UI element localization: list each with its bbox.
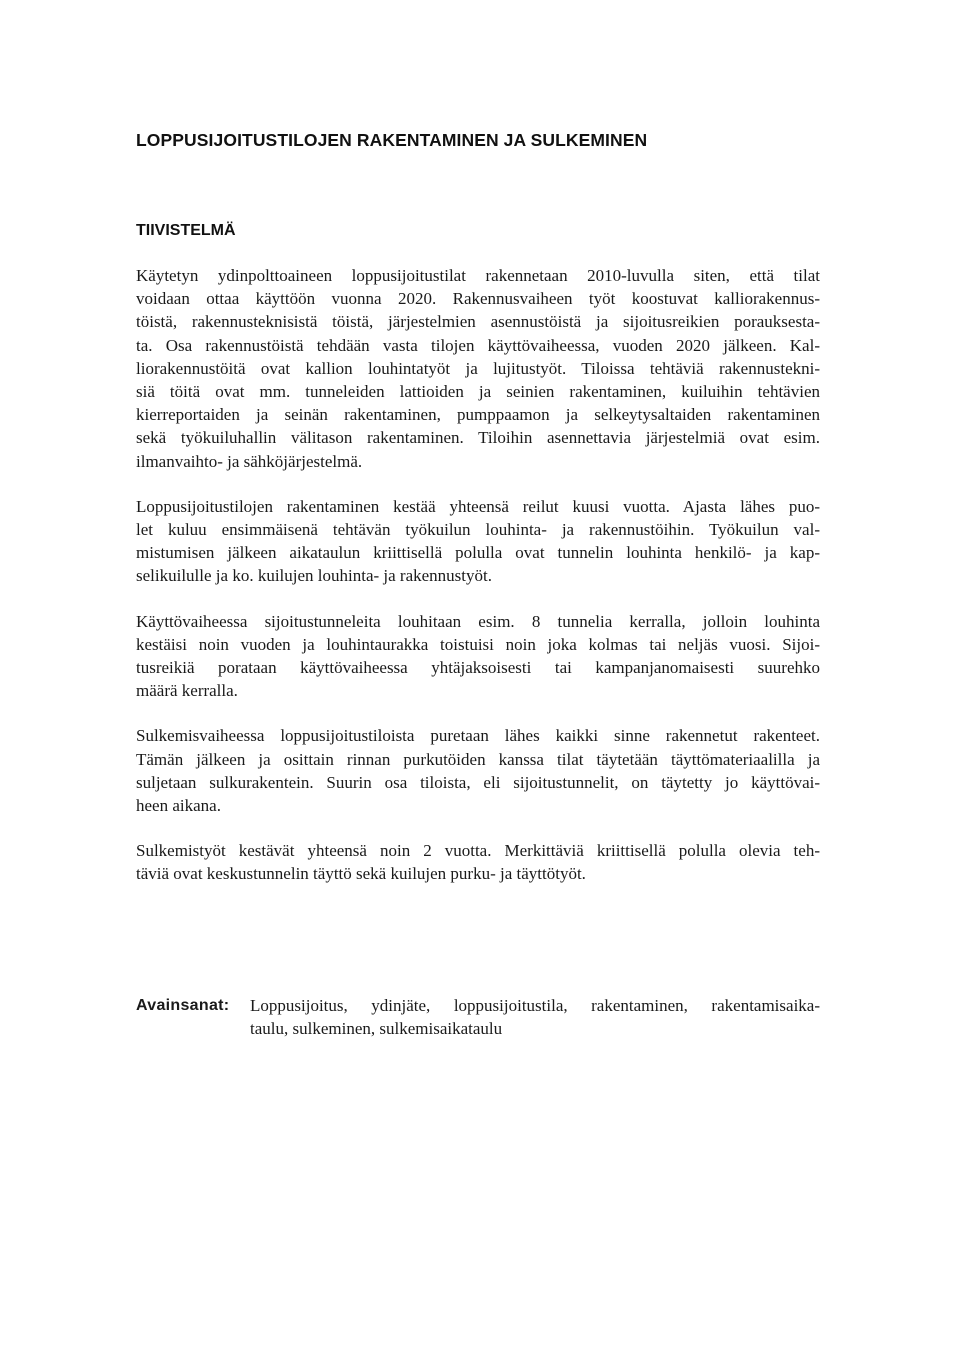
text-line: määrä kerralla.	[136, 681, 238, 701]
text-line: Loppusijoitustilojen rakentaminen kestää yhteensä reilut kuusi vuotta. Ajasta lähes puo-	[136, 496, 820, 516]
text-line: töistä, rakennusteknisistä töistä, järjestelmien asennustöistä ja sijoitusreikien porauksesta-	[136, 312, 820, 332]
text-line: kierreportaiden ja seinän rakentaminen, pumppaamon ja selkeytysaltaiden rakentaminen	[136, 405, 820, 425]
section-heading-abstract: TIIVISTELMÄ	[136, 222, 236, 239]
text-line: selikuilulle ja ko. kuilujen louhinta- ja rakennustyöt.	[136, 566, 492, 586]
text-line: täviä ovat keskustunnelin täyttö sekä kuilujen purku- ja täyttötyöt.	[136, 864, 586, 884]
abstract-body	[136, 264, 820, 908]
text-line: Sulkemisvaiheessa loppusijoitustiloista puretaan lähes kaikki sinne rakennetut rakenteet.	[136, 726, 820, 746]
text-line: ta. Osa rakennustöistä tehdään vasta tilojen käyttövaiheessa, vuoden 2020 jälkeen. Kal-	[136, 335, 820, 355]
document-title: LOPPUSIJOITUSTILOJEN RAKENTAMINEN JA SULKEMINEN	[136, 130, 648, 150]
keywords-label: Avainsanat:	[136, 997, 230, 1014]
paragraph-3	[136, 610, 820, 703]
text-line: ilmanvaihto- ja sähköjärjestelmä.	[136, 451, 363, 471]
text-line: liorakennustöitä ovat kallion louhintatyöt ja lujitustyöt. Tiloissa tehtäviä rakennustekni-	[136, 358, 820, 378]
keywords-value	[250, 994, 820, 1040]
paragraph-1	[136, 264, 820, 473]
text-line: siä töitä ovat mm. tunneleiden lattioiden ja seinien rakentaminen, kuiluihin tehtävien	[136, 382, 820, 402]
text-line: let kuluu ensimmäisenä tehtävän työkuilun louhinta- ja rakennustöihin. Työkuilun val-	[136, 520, 820, 540]
text-line: sekä työkuiluhallin välitason rakentaminen. Tiloihin asennettavia järjestelmiä ovat esim.	[136, 428, 820, 448]
text-line: heen aikana.	[136, 796, 221, 816]
paragraph-4	[136, 724, 820, 817]
text-line: taulu, sulkeminen, sulkemisaikataulu	[250, 1019, 503, 1039]
paragraph-5	[136, 839, 820, 885]
text-line: Tämän jälkeen ja osittain rinnan purkutöiden kanssa tilat täytetään täyttömateriaalilla ja	[136, 749, 820, 769]
text-line: Käyttövaiheessa sijoitustunneleita louhitaan esim. 8 tunnelia kerralla, jolloin louhinta	[136, 611, 820, 631]
text-line: Loppusijoitus, ydinjäte, loppusijoitustila, rakentaminen, rakentamisaika-	[250, 996, 820, 1015]
text-line: kestäisi noin vuoden ja louhintaurakka toistuisi noin joka kolmas tai neljäs vuosi. Sijoi-	[136, 634, 820, 654]
text-line: tusreikiä porataan käyttövaiheessa yhtäjaksoisesti tai kampanjanomaisesti suurehko	[136, 658, 820, 678]
text-line: suljetaan sulkurakentein. Suurin osa tiloista, eli sijoitustunnelit, on täytetty jo käyttövai-	[136, 772, 820, 792]
text-line: voidaan ottaa käyttöön vuonna 2020. Rakennusvaiheen työt koostuvat kalliorakennus-	[136, 289, 820, 309]
text-line: Käytetyn ydinpolttoaineen loppusijoitustilat rakennetaan 2010-luvulla siten, että tilat	[136, 266, 820, 285]
paragraph-2	[136, 495, 820, 588]
text-line: Sulkemistyöt kestävät yhteensä noin 2 vuotta. Merkittäviä kriittisellä polulla olevia teh-	[136, 841, 820, 861]
text-line: mistumisen jälkeen aikataulun kriittisellä polulla ovat tunnelin louhinta henkilö- ja kap-	[136, 543, 820, 563]
